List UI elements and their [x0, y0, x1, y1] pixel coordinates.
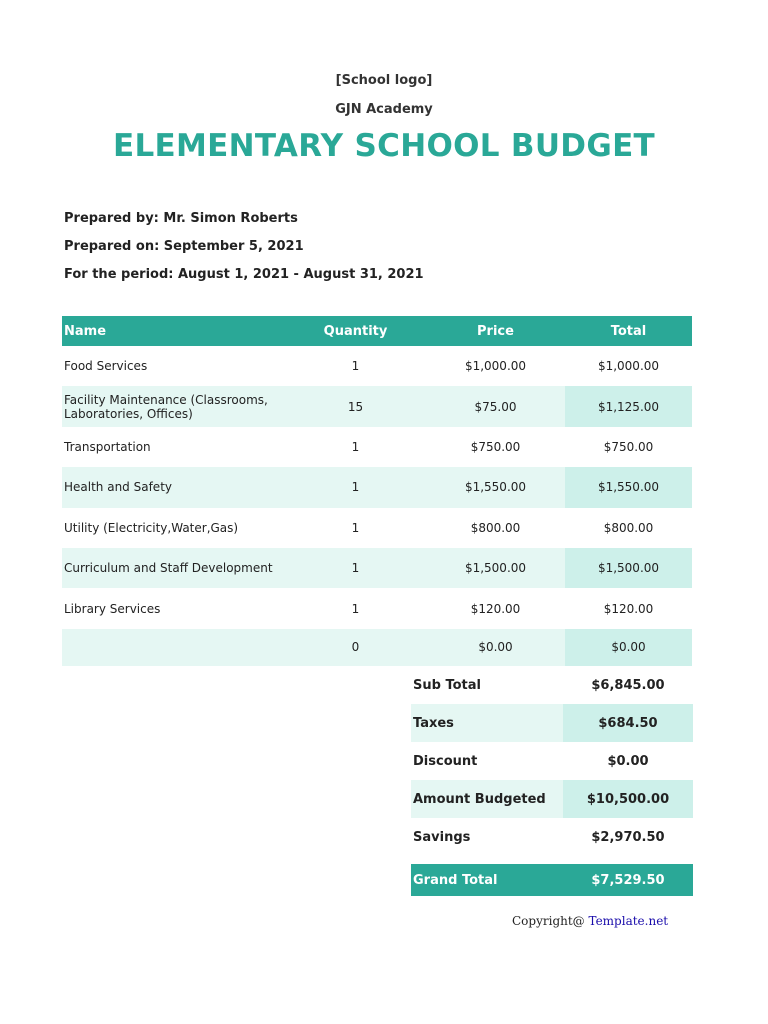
item-name: Utility (Electricity,Water,Gas) [64, 520, 239, 535]
taxes-label: Taxes [411, 704, 563, 742]
school-name: GJN Academy [335, 102, 433, 117]
column-header-total: Total [610, 323, 647, 339]
item-name: Curriculum and Staff Development [62, 548, 285, 588]
item-total: $0.00 [565, 629, 692, 666]
item-quantity: 1 [285, 548, 426, 588]
table-header-row [62, 316, 692, 346]
item-price: $1,500.00 [426, 548, 565, 588]
summary-spacer [411, 856, 693, 864]
savings-label: Savings [413, 829, 471, 845]
table-row [62, 346, 692, 386]
item-price: $0.00 [426, 629, 565, 666]
item-total: $1,125.00 [565, 386, 692, 426]
template-net-link[interactable]: Template.net [588, 914, 669, 928]
item-total: $1,550.00 [565, 467, 692, 507]
column-header-quantity: Quantity [323, 323, 388, 339]
table-row [62, 467, 692, 507]
item-name: Food Services [64, 359, 148, 374]
taxes-value: $684.50 [563, 704, 693, 742]
item-name: Health and Safety [62, 467, 285, 507]
item-total: $750.00 [603, 439, 654, 454]
budget-summary [411, 666, 693, 896]
item-quantity: 15 [285, 386, 426, 426]
item-name: Transportation [64, 439, 151, 454]
column-header-price: Price [477, 323, 514, 339]
amount-budgeted-label: Amount Budgeted [411, 780, 563, 818]
prepared-by: Prepared by: Mr. Simon Roberts [64, 211, 298, 226]
budget-period: For the period: August 1, 2021 - August 31, 2021 [64, 267, 424, 282]
item-price: $750.00 [470, 439, 521, 454]
amount-budgeted-row [411, 780, 693, 818]
item-quantity: 1 [351, 439, 360, 454]
item-total: $1,000.00 [597, 359, 660, 374]
table-row [62, 427, 692, 467]
page-title: ELEMENTARY SCHOOL BUDGET [113, 128, 655, 164]
item-quantity: 1 [285, 467, 426, 507]
column-header-name: Name [64, 323, 107, 339]
discount-row [411, 742, 693, 780]
savings-row [411, 818, 693, 856]
table-row [62, 386, 692, 426]
discount-label: Discount [413, 753, 478, 769]
school-logo-placeholder: [School logo] [335, 73, 433, 88]
item-quantity: 1 [351, 601, 360, 616]
table-row [62, 508, 692, 548]
item-name [62, 629, 285, 666]
discount-value: $0.00 [607, 753, 649, 769]
taxes-row [411, 704, 693, 742]
item-total: $800.00 [603, 520, 654, 535]
item-total: $120.00 [603, 601, 654, 616]
item-total: $1,500.00 [565, 548, 692, 588]
item-price: $75.00 [426, 386, 565, 426]
item-name: Library Services [64, 601, 161, 616]
subtotal-row [411, 666, 693, 704]
grand-total-value: $7,529.50 [563, 864, 693, 896]
item-price: $1,550.00 [426, 467, 565, 507]
item-quantity: 1 [351, 520, 360, 535]
item-name: Facility Maintenance (Classrooms, Laboratories, Offices) [62, 386, 285, 426]
table-row [62, 629, 692, 666]
table-row [62, 588, 692, 628]
grand-total-row [411, 864, 693, 896]
item-price: $120.00 [470, 601, 521, 616]
item-price: $800.00 [470, 520, 521, 535]
item-price: $1,000.00 [464, 359, 527, 374]
amount-budgeted-value: $10,500.00 [563, 780, 693, 818]
table-row [62, 548, 692, 588]
copyright-notice [512, 914, 668, 928]
item-quantity: 0 [285, 629, 426, 666]
savings-value: $2,970.50 [591, 829, 665, 845]
item-quantity: 1 [351, 359, 360, 374]
subtotal-value: $6,845.00 [591, 677, 665, 693]
copyright-prefix: Copyright@ [512, 914, 589, 928]
subtotal-label: Sub Total [413, 677, 481, 693]
grand-total-label: Grand Total [411, 864, 563, 896]
prepared-on: Prepared on: September 5, 2021 [64, 239, 304, 254]
budget-items-table [62, 316, 692, 666]
